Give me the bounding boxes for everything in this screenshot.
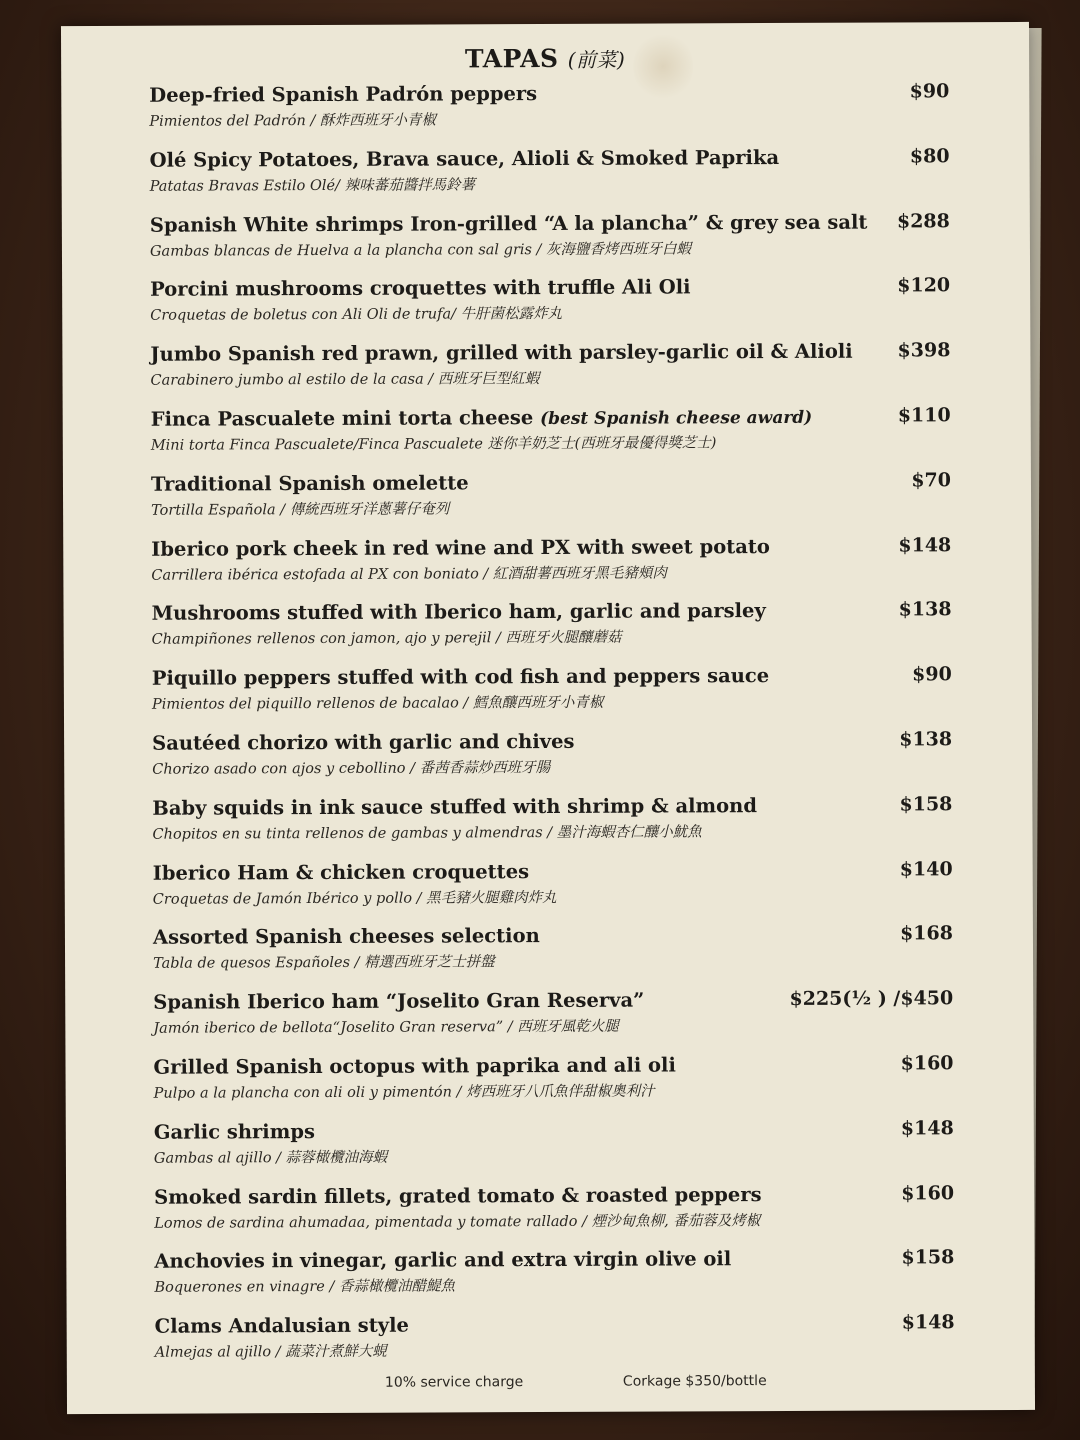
item-subtitle: Chorizo asado con ajos y cebollino / 番茜香蒜炒西班牙腸 (152, 759, 551, 778)
corkage-note: Corkage $350/bottle (622, 1373, 767, 1390)
item-name: Garlic shrimps (153, 1119, 315, 1144)
menu-item (151, 404, 971, 472)
item-subtitle: Pulpo a la plancha con ali oli y pimentón / 烤西班牙八爪魚伴甜椒奧利汁 (153, 1083, 655, 1102)
menu-title-chinese: (前菜) (567, 47, 626, 72)
item-price: $140 (899, 857, 953, 881)
item-price: $158 (901, 1246, 955, 1269)
item-subtitle: Boquerones en vinagre / 香蒜橄欖油醋鯷魚 (154, 1278, 455, 1297)
item-price: $160 (900, 1052, 954, 1075)
item-subtitle: Carrillera ibérica estofada al PX con boniato / 紅酒甜薯西班牙黑毛豬頰肉 (151, 565, 667, 584)
item-price: $168 (900, 922, 953, 945)
item-name: Clams Andalusian style (154, 1313, 409, 1338)
item-subtitle: Lomos de sardina ahumadaa, pimentada y tomate rallado / 煙沙甸魚柳, 番茄蓉及烤椒 (154, 1212, 761, 1232)
item-subtitle: Patatas Bravas Estilo Olé/ 辣味蕃茄醬拌馬鈴薯 (149, 177, 476, 195)
item-name: Assorted Spanish cheeses selection (152, 924, 540, 950)
item-name: Iberico pork cheek in red wine and PX with sweet potato (151, 534, 770, 561)
item-price: $148 (898, 533, 952, 557)
menu-item (152, 793, 972, 861)
menu-title (61, 42, 1029, 75)
item-name: Mushrooms stuffed with Iberico ham, garlic and parsley (151, 599, 766, 626)
menu-item (154, 1117, 974, 1185)
item-subtitle: Gambas blancas de Huelva a la plancha con sal gris / 灰海鹽香烤西班牙白蝦 (149, 240, 692, 260)
item-subtitle: Jamón iberico de bellota“Joselito Gran reserva” / 西班牙風乾火腿 (153, 1018, 619, 1037)
item-subtitle: Champiñones rellenos con jamon, ajo y perejil / 西班牙火腿釀蘑菇 (151, 630, 622, 649)
menu-item (153, 858, 973, 926)
item-subtitle: Chopitos en su tinta rellenos de gambas y almendras / 墨汁海蝦杏仁釀小魷魚 (152, 824, 702, 843)
item-price: $138 (898, 598, 952, 621)
item-subtitle: Pimientos del Padrón / 酥炸西班牙小青椒 (149, 112, 436, 130)
item-name: Anchovies in vinegar, garlic and extra virgin olive oil (154, 1247, 732, 1274)
item-subtitle: Pimientos del piquillo rellenos de bacalao / 鱈魚釀西班牙小青椒 (151, 694, 604, 713)
menu-item (152, 728, 972, 796)
menu-item (153, 987, 973, 1055)
menu-item (155, 1311, 975, 1379)
item-name: Olé Spicy Potatoes, Brava sauce, Alioli & Smoked Paprika (149, 145, 780, 172)
menu-item (151, 534, 971, 602)
item-price: $398 (897, 339, 951, 362)
item-name: Baby squids in ink sauce stuffed with shrimp & almond (152, 793, 757, 820)
item-subtitle: Carabinero jumbo al estilo de la casa / 西班牙巨型紅蝦 (150, 371, 540, 389)
menu-item (152, 663, 972, 731)
item-name: Piquillo peppers stuffed with cod fish and peppers sauce (151, 664, 770, 690)
menu-item (149, 80, 969, 148)
menu-item (153, 1052, 973, 1120)
item-name: Deep-fried Spanish Padrón peppers (149, 82, 538, 107)
item-price: $120 (897, 274, 951, 297)
item-award: (best Spanish cheese award) (540, 407, 813, 430)
item-name: Iberico Ham & chicken croquettes (152, 859, 530, 885)
menu-item (154, 1182, 974, 1250)
item-price: $148 (901, 1311, 955, 1334)
menu-item (151, 469, 971, 537)
menu-footer (67, 1372, 1035, 1398)
item-name: Spanish White shrimps Iron-grilled “A la plancha” & grey sea salt (149, 210, 868, 237)
item-price: $110 (897, 404, 951, 427)
item-name: Grilled Spanish octopus with paprika and ali oli (153, 1053, 676, 1079)
item-price: $160 (901, 1181, 955, 1205)
item-subtitle: Croquetas de boletus con Ali Oli de trufa/ 牛肝菌松露炸丸 (150, 306, 563, 325)
menu-item (150, 275, 970, 343)
item-name: Traditional Spanish omelette (150, 471, 469, 496)
item-price: $90 (912, 663, 952, 686)
menu-title-text: TAPAS (464, 43, 559, 74)
item-subtitle: Almejas al ajillo / 蔬菜汁煮鮮大蜆 (154, 1343, 387, 1361)
item-name: Jumbo Spanish red prawn, grilled with parsley-garlic oil & Alioli (150, 339, 853, 366)
item-subtitle: Tabla de quesos Españoles / 精選西班牙芝士拼盤 (153, 954, 495, 973)
item-price: $90 (909, 80, 950, 103)
item-price: $80 (909, 145, 950, 168)
menu-item (150, 339, 970, 407)
item-name: Smoked sardin fillets, grated tomato & roasted peppers (154, 1182, 762, 1209)
menu-page (61, 22, 1035, 1414)
item-price: $148 (900, 1116, 954, 1140)
menu-item (151, 599, 971, 667)
item-subtitle: Gambas al ajillo / 蒜蓉橄欖油海蝦 (153, 1149, 388, 1167)
item-price: $138 (899, 728, 953, 751)
item-price: $70 (911, 469, 952, 492)
item-subtitle: Mini torta Finca Pascualete/Finca Pascualete 迷你羊奶芝士(西班牙最優得獎芝士) (150, 435, 717, 454)
item-name: Porcini mushrooms croquettes with truffle Ali Oli (150, 275, 691, 302)
item-subtitle: Tortilla Española / 傳統西班牙洋蔥薯仔奄列 (151, 501, 450, 519)
item-name (151, 405, 831, 431)
item-price: $225(½ ) /$450 (789, 987, 954, 1011)
menu-item (150, 210, 970, 278)
item-name: Spanish Iberico ham “Joselito Gran Reserva” (153, 988, 645, 1014)
menu-item (154, 1246, 974, 1314)
tapas-list (149, 80, 975, 1380)
service-charge-note: 10% service charge (384, 1374, 524, 1391)
item-name: Sautéed chorizo with garlic and chives (152, 729, 575, 755)
menu-item (150, 145, 970, 213)
item-price: $158 (899, 793, 953, 816)
item-name-text: Finca Pascualete mini torta cheese (150, 406, 534, 431)
menu-item (153, 923, 973, 991)
item-price: $288 (896, 209, 950, 233)
item-subtitle: Croquetas de Jamón Ibérico y pollo / 黑毛豬火腿雞肉炸丸 (152, 889, 557, 908)
